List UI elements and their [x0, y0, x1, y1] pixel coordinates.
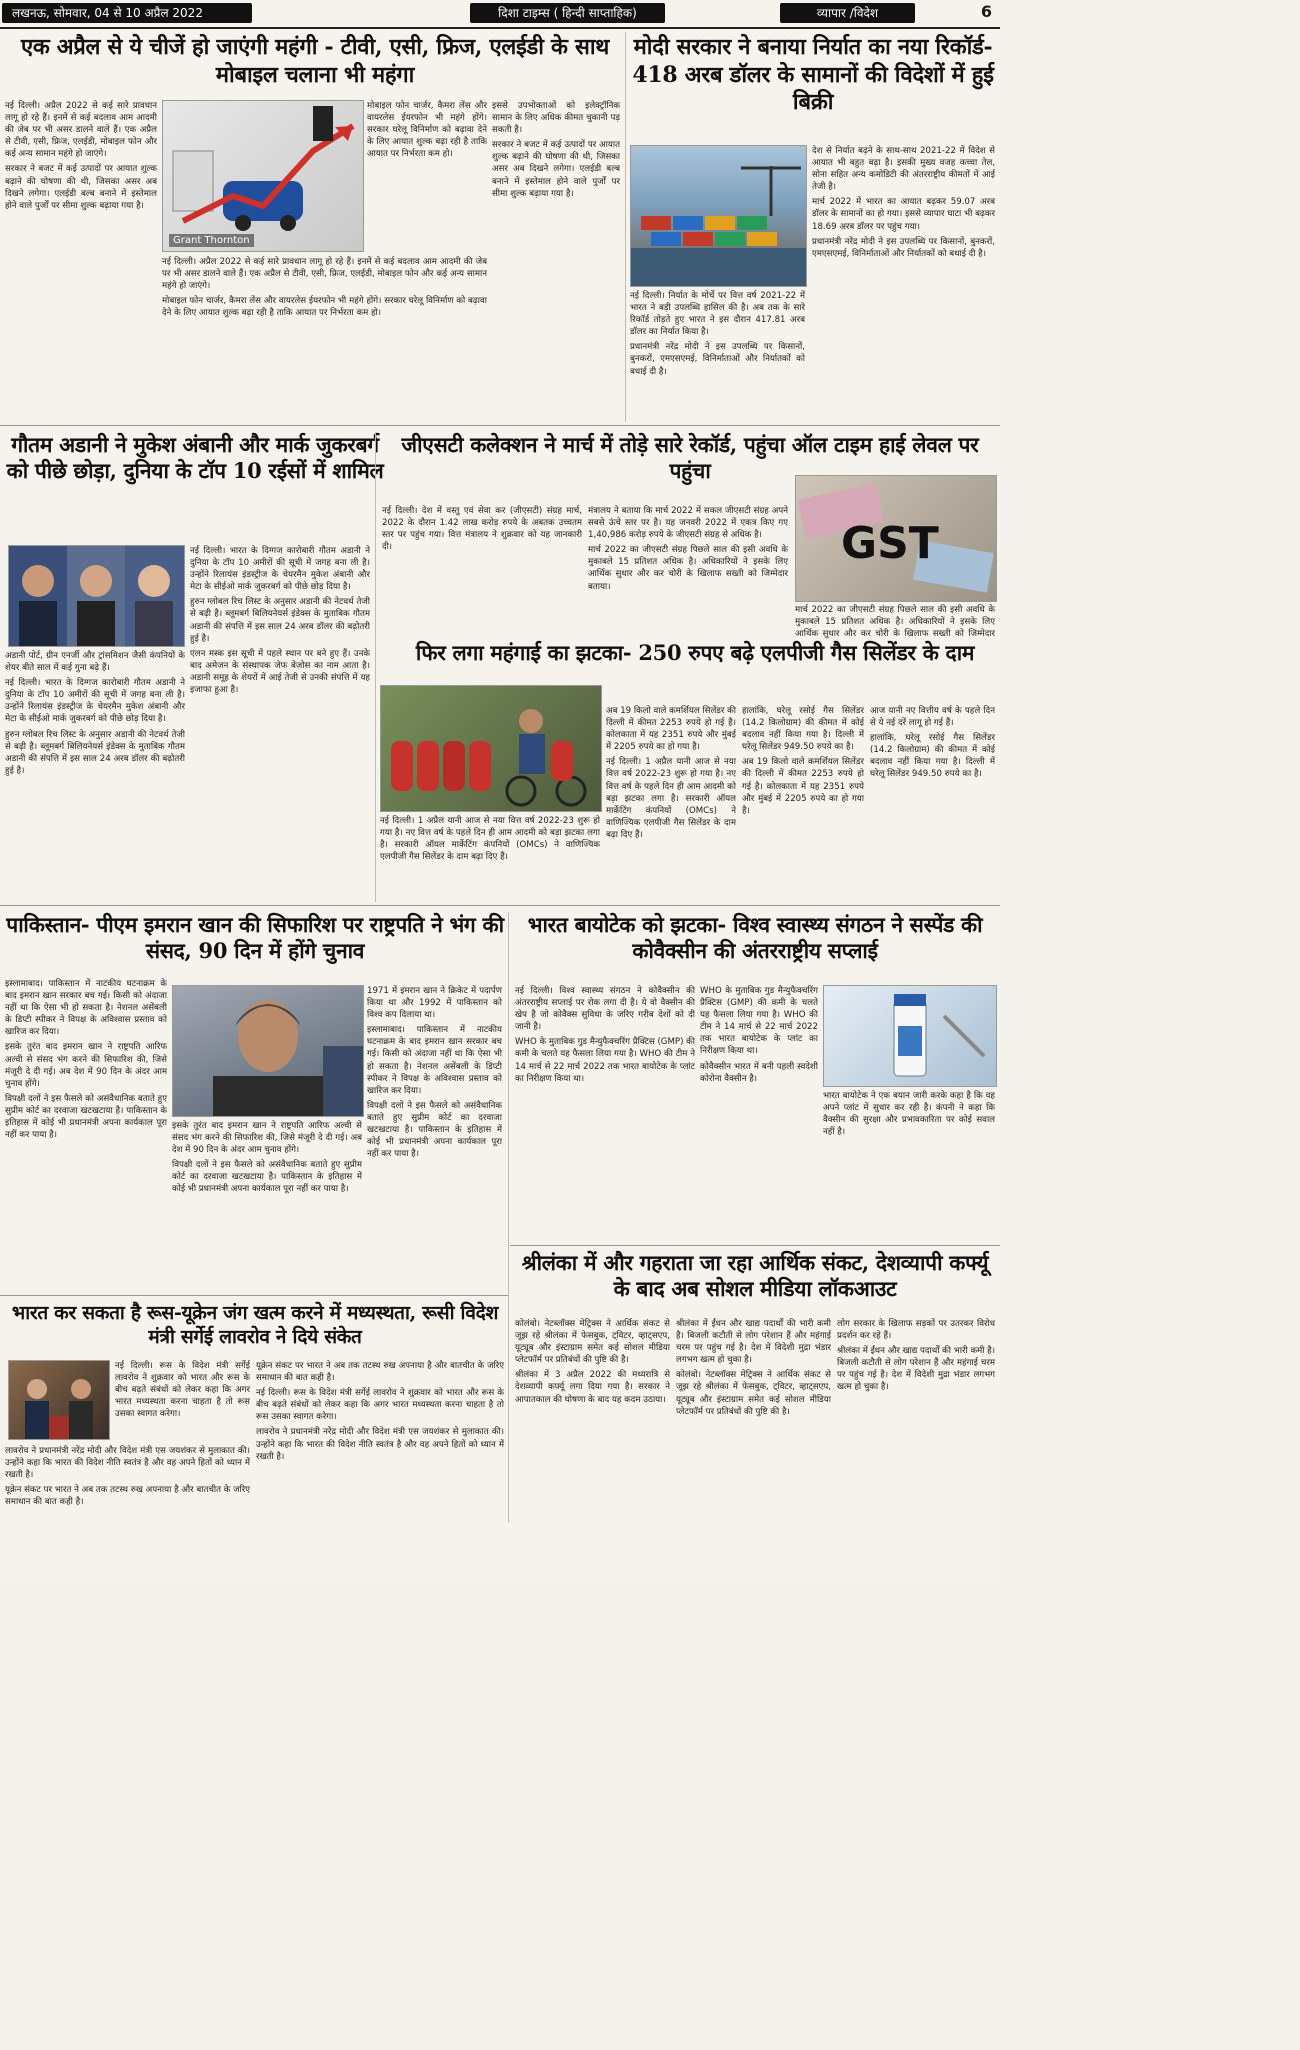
- paragraph: मोबाइल फोन चार्जर, कैमरा लेंस और वायरलेस ईयरफोन भी महंगे होंगे। सरकार घरेलू विनिर्माण को बढ़ावा देने के लिए आयात शुल्क बढ़ा रही है ताकि आयात पर निर्भरता कम हो।: [367, 101, 487, 160]
- paragraph: प्रधानमंत्री नरेंद्र मोदी ने इस उपलब्धि पर किसानों, बुनकरों, एमएसएमई, विनिर्माताओं और निर्यातकों को बधाई दी है।: [812, 236, 995, 259]
- paragraph: WHO के मुताबिक गुड मैन्युफैक्चरिंग प्रैक्टिस (GMP) की कमी के चलते यह फैसला लिया गया है। WHO की टीम ने 14 मार्च से 22 मार्च 2022 तक भारत बायोटेक के प्लांट का निरीक्षण किया था।: [700, 986, 818, 1057]
- article-image: [795, 475, 997, 602]
- masthead-strip: [0, 0, 1000, 28]
- article-body: [492, 100, 620, 415]
- article-image: [8, 545, 185, 647]
- paragraph: आज यानी नए वित्तीय वर्ष के पहले दिन से ये नई दरें लागू हो गई हैं।: [870, 706, 995, 729]
- article-image: [162, 100, 364, 252]
- article-body: [256, 1360, 504, 1573]
- page-number: 6: [980, 2, 992, 21]
- paragraph: नई दिल्ली। निर्यात के मोर्चे पर वित्त वर्ष 2021-22 में भारत ने बड़ी उपलब्धि हासिल की है। अब तक के सारे रिकॉर्ड तोड़ते हुए भारत ने इस दौरान 417.81 अरब डॉलर का निर्यात किया है।: [630, 291, 805, 338]
- article-body: [870, 705, 995, 900]
- paragraph: लावरोव ने प्रधानमंत्री नरेंद्र मोदी और विदेश मंत्री एस जयशंकर से मुलाकात की। उन्होंने कहा कि भारत की विदेश नीति स्वतंत्र है और वह अपने हितों को ध्यान में रखती है।: [5, 1446, 250, 1481]
- article-body: [676, 1318, 831, 1573]
- column-divider: [625, 32, 626, 422]
- article-body: [162, 256, 487, 416]
- article-image: [630, 145, 807, 287]
- paragraph: हुरुन ग्लोबल रिच लिस्ट के अनुसार अडानी की नेटवर्थ तेजी से बढ़ी है। ब्लूमबर्ग बिलियनेयर्स इंडेक्स के मुताबिक गौतम अडानी की संपत्ति में इस साल 24 अरब डॉलर की बढ़ोतरी हुई है।: [5, 729, 185, 776]
- diplomats-meeting-icon: [9, 1361, 109, 1439]
- paper-name: दिशा टाइम्स ( हिन्दी साप्ताहिक): [470, 3, 665, 23]
- paragraph: इसके तुरंत बाद इमरान खान ने राष्ट्रपति आरिफ अल्वी से संसद भंग करने की सिफारिश की, जिसे मंजूरी दे दी गई। अब देश में 90 दिन के अंदर आम चुनाव होंगे।: [172, 1121, 362, 1156]
- paragraph: इससे उपभोक्ताओं को इलेक्ट्रॉनिक सामान के लिए अधिक कीमत चुकानी पड़ सकती है।: [492, 101, 620, 136]
- article-body: [515, 985, 695, 1240]
- paragraph: लावरोव ने प्रधानमंत्री नरेंद्र मोदी और विदेश मंत्री एस जयशंकर से मुलाकात की। उन्होंने कहा कि भारत की विदेश नीति स्वतंत्र है और वह अपने हितों को ध्यान में रखती है।: [256, 1427, 504, 1462]
- paragraph: भारत बायोटेक ने एक बयान जारी करके कहा है कि वह अपने प्लांट में सुधार कर रही है। कंपनी ने कहा कि वैक्सीन की सुरक्षा और प्रभावकारिता पर कोई सवाल नहीं है।: [823, 1091, 995, 1138]
- shipping-containers-icon: [631, 146, 806, 286]
- paragraph: सरकार ने बजट में कई उत्पादों पर आयात शुल्क बढ़ाने की घोषणा की थी, जिसका असर अब दिखने लगेगा। एलईडी बल्ब बनाने में इस्तेमाल होने वाले पुर्जों पर सीमा शुल्क बढ़ाया गया है।: [492, 140, 620, 199]
- article-headline: भारत बायोटेक को झटका- विश्व स्वास्थ्य संगठन ने सस्पेंड की कोवैक्सीन की अंतरराष्ट्रीय सप्लाई: [527, 912, 983, 964]
- paragraph: विपक्षी दलों ने इस फैसले को असंवैधानिक बताते हुए सुप्रीम कोर्ट का दरवाजा खटखटाया है। पाकिस्तान के इतिहास में कोई भी प्रधानमंत्री अपना कार्यकाल पूरा नहीं कर पाया है।: [5, 1093, 167, 1141]
- article-image: [380, 685, 602, 812]
- paragraph: अब 19 किलो वाले कमर्शियल सिलेंडर की दिल्ली में कीमत 2253 रुपये हो गई है। कोलकाता में यह 2351 रुपये और मुंबई में 2205 रुपये का हो गया है।: [742, 757, 864, 816]
- paragraph: मंत्रालय ने बताया कि मार्च 2022 में सकल जीएसटी संग्रह अपने सबसे ऊंचे स्तर पर है। यह जनवरी 2022 में एकत्र किए गए 1,40,986 करोड़ रुपये के जीएसटी संग्रह से अधिक है।: [588, 506, 788, 541]
- paragraph: नई दिल्ली। 1 अप्रैल यानी आज से नया वित्त वर्ष 2022-23 शुरू हो गया है। नए वित्त वर्ष के पहले दिन ही आम आदमी को बड़ा झटका लगा है। सरकारी ऑयल मार्केटिंग कंपनियों (OMCs) ने वाणिज्यिक एलपीजी गैस सिलेंडर के दाम बढ़ा दिए हैं।: [380, 816, 600, 863]
- paragraph: नई दिल्ली। देश में वस्तु एवं सेवा कर (जीएसटी) संग्रह मार्च, 2022 के दौरान 1.42 लाख करोड़ रुपये के अबतक उच्चतम स्तर पर पहुंच गया। वित्त मंत्रालय ने शुक्रवार को यह जानकारी दी।: [382, 506, 582, 553]
- article-image: [823, 985, 997, 1087]
- article-headline: मोदी सरकार ने बनाया निर्यात का नया रिकॉर्ड- 418 अरब डॉलर के सामानों की विदेशों में हुई बिक्री: [632, 34, 994, 115]
- image-caption: Grant Thornton: [169, 234, 254, 247]
- paragraph: विपक्षी दलों ने इस फैसले को असंवैधानिक बताते हुए सुप्रीम कोर्ट का दरवाजा खटखटाया है। पाकिस्तान के इतिहास में कोई भी प्रधानमंत्री अपना कार्यकाल पूरा नहीं कर पाया है।: [172, 1160, 362, 1195]
- column-divider: [375, 432, 376, 902]
- gst-label: GST: [841, 518, 939, 569]
- paragraph: यूक्रेन संकट पर भारत ने अब तक तटस्थ रुख अपनाया है और बातचीत के जरिए समाधान की बात कही है।: [256, 1361, 504, 1384]
- article-headline: एक अप्रैल से ये चीजें हो जाएंगी महंगी - टीवी, एसी, फ्रिज, एलईडी के साथ मोबाइल चलाना भी महंगा: [20, 34, 610, 88]
- paragraph: विपक्षी दलों ने इस फैसले को असंवैधानिक बताते हुए सुप्रीम कोर्ट का दरवाजा खटखटाया है। पाकिस्तान के इतिहास में कोई भी प्रधानमंत्री अपना कार्यकाल पूरा नहीं कर पाया है।: [367, 1100, 502, 1160]
- paragraph: नई दिल्ली। भारत के दिग्गज कारोबारी गौतम अडानी ने दुनिया के टॉप 10 अमीरों की सूची में जगह बना ली है। उन्होंने रिलायंस इंडस्ट्रीज के चेयरमैन मुकेश अंबानी और मेटा के सीईओ मार्क जुकरबर्ग को पीछे छोड़ दिया है।: [5, 678, 185, 725]
- paragraph: मोबाइल फोन चार्जर, कैमरा लेंस और वायरलेस ईयरफोन भी महंगे होंगे। सरकार घरेलू विनिर्माण को बढ़ावा देने के लिए आयात शुल्क बढ़ा रही है ताकि आयात पर निर्भरता कम हो।: [162, 296, 487, 319]
- section-name: व्यापार /विदेश: [780, 3, 915, 23]
- article-body: [382, 505, 582, 635]
- currency-notes-icon: [796, 476, 996, 601]
- section-divider: [0, 905, 1000, 906]
- article-body: [367, 985, 502, 1290]
- paragraph: इस्लामाबाद। पाकिस्तान में नाटकीय घटनाक्रम के बाद इमरान खान सरकार बच गई। किसी को अंदाजा नहीं था कि ऐसा भी हो सकता है। नेशनल असेंबली के डिप्टी स्पीकर ने विपक्ष के अविश्वास प्रस्ताव को खारिज कर दिया।: [5, 979, 167, 1038]
- article-body: [606, 705, 736, 900]
- paragraph: नई दिल्ली। अप्रैल 2022 से कई सारे प्रावधान लागू हो रहे हैं। इनमें से कई बदलाव आम आदमी की जेब पर भी असर डालने वाले हैं। एक अप्रैल से टीवी, एसी, फ्रिज, एलईडी, मोबाइल फोन और कई अन्य सामान महंगे हो जाएंगे।: [5, 101, 157, 160]
- section-divider: [510, 1245, 1000, 1246]
- paragraph: नई दिल्ली। भारत के दिग्गज कारोबारी गौतम अडानी ने दुनिया के टॉप 10 अमीरों की सूची में जगह बना ली है। उन्होंने रिलायंस इंडस्ट्रीज के चेयरमैन मुकेश अंबानी और मेटा के सीईओ मार्क जुकरबर्ग को पीछे छोड़ दिया है।: [190, 546, 370, 593]
- paragraph: कोवैक्सीन भारत में बनी पहली स्वदेशी कोरोना वैक्सीन है।: [700, 1061, 818, 1084]
- paragraph: नई दिल्ली। विश्व स्वास्थ्य संगठन ने कोवैक्सीन की अंतरराष्ट्रीय सप्लाई पर रोक लगा दी है। ये वो वैक्सीन की खेप है जो कोवैक्स सुविधा के जरिए गरीब देशों को दी जानी है।: [515, 986, 695, 1033]
- paragraph: हालांकि, घरेलू रसोई गैस सिलेंडर (14.2 किलोग्राम) की कीमत में कोई बदलाव नहीं किया गया है। दिल्ली में घरेलू सिलेंडर 949.50 रुपये का है।: [870, 733, 995, 780]
- article-image: [172, 985, 364, 1117]
- paragraph: अडानी पोर्ट, ग्रीन एनर्जी और ट्रांसमिशन जैसी कंपनियों के शेयर बीते साल में कई गुना बढ़े हैं।: [5, 651, 185, 674]
- article-body: [5, 978, 167, 1290]
- article-image: [8, 1360, 110, 1440]
- paragraph: नई दिल्ली। अप्रैल 2022 से कई सारे प्रावधान लागू हो रहे हैं। इनमें से कई बदलाव आम आदमी की जेब पर भी असर डालने वाले हैं। एक अप्रैल से टीवी, एसी, फ्रिज, एलईडी, मोबाइल फोन और कई अन्य सामान महंगे हो जाएंगे।: [162, 257, 487, 292]
- article-body: [380, 815, 600, 900]
- article-headline: भारत कर सकता है रूस-यूक्रेन जंग खत्म करने में मध्यस्थता, रूसी विदेश मंत्री सर्गेई लावरोव ने दिये संकेत: [11, 1302, 499, 1348]
- paragraph: WHO के मुताबिक गुड मैन्युफैक्चरिंग प्रैक्टिस (GMP) की कमी के चलते यह फैसला लिया गया है। WHO की टीम ने 14 मार्च से 22 मार्च 2022 तक भारत बायोटेक के प्लांट का निरीक्षण किया था।: [515, 1037, 695, 1084]
- paragraph: इसके तुरंत बाद इमरान खान ने राष्ट्रपति आरिफ अल्वी से संसद भंग करने की सिफारिश की, जिसे मंजूरी दे दी गई। अब देश में 90 दिन के अंदर आम चुनाव होंगे।: [5, 1042, 167, 1089]
- paragraph: नई दिल्ली। रूस के विदेश मंत्री सर्गेई लावरोव ने शुक्रवार को भारत और रूस के बीच बढ़ते संबंधों को लेकर कहा कि अगर भारत मध्यस्थता करना चाहता है तो रूस उसका स्वागत करेगा।: [115, 1361, 250, 1420]
- paragraph: मार्च 2022 में भारत का आयात बढ़कर 59.07 अरब डॉलर के सामानों का हो गया। इससे व्यापार घाटा भी बढ़कर 18.69 अरब डॉलर पर पहुंच गया।: [812, 197, 995, 232]
- paragraph: श्रीलंका में ईंधन और खाद्य पदार्थों की भारी कमी है। बिजली कटौती से लोग परेशान हैं और महंगाई चरम पर पहुंच गई है। देश में विदेशी मुद्रा भंडार लगभग खत्म हो चुका है।: [837, 1346, 995, 1393]
- article-body: [367, 100, 487, 250]
- article-headline: जीएसटी कलेक्शन ने मार्च में तोड़े सारे रेकॉर्ड, पहुंचा ऑल टाइम हाई लेवल पर पहुंचा: [401, 432, 979, 484]
- paragraph: देश से निर्यात बढ़ने के साथ-साथ 2021-22 में विदेश से आयात भी बहुत बढ़ा है। इसकी मुख्य वजह कच्चा तेल, सोना सहित अन्य कमोडिटी की अंतरराष्ट्रीय कीमतों में आई तेजी है।: [812, 146, 995, 193]
- paragraph: लोग सरकार के खिलाफ सड़कों पर उतरकर विरोध प्रदर्शन कर रहे हैं।: [837, 1319, 995, 1342]
- paragraph: श्रीलंका में ईंधन और खाद्य पदार्थों की भारी कमी है। बिजली कटौती से लोग परेशान हैं और महंगाई चरम पर पहुंच गई है। देश में विदेशी मुद्रा भंडार लगभग खत्म हो चुका है।: [676, 1319, 831, 1366]
- paragraph: नई दिल्ली। 1 अप्रैल यानी आज से नया वित्त वर्ष 2022-23 शुरू हो गया है। नए वित्त वर्ष के पहले दिन ही आम आदमी को बड़ा झटका लगा है। सरकारी ऑयल मार्केटिंग कंपनियों (OMCs) ने वाणिज्यिक एलपीजी गैस सिलेंडर के दाम बढ़ा दिए हैं।: [606, 757, 736, 840]
- paragraph: मार्च 2022 का जीएसटी संग्रह पिछले साल की इसी अवधि के मुकाबले 15 प्रतिशत अधिक है। अधिकारियों ने इसके लिए आर्थिक सुधार और कर चोरी के खिलाफ सख्ती को जिम्मेदार: [795, 605, 995, 639]
- paragraph: श्रीलंका में 3 अप्रैल 2022 की मध्यरात्रि से देशव्यापी कर्फ्यू लगा दिया गया है। सरकार ने आपातकाल की घोषणा के बाद यह कदम उठाया।: [515, 1370, 670, 1405]
- article-body: [172, 1120, 362, 1290]
- paragraph: इस्लामाबाद। पाकिस्तान में नाटकीय घटनाक्रम के बाद इमरान खान सरकार बच गई। किसी को अंदाजा नहीं था कि ऐसा भी हो सकता है। नेशनल असेंबली के डिप्टी स्पीकर ने विपक्ष के अविश्वास प्रस्ताव को खारिज कर दिया।: [367, 1025, 502, 1096]
- article-body: [5, 1445, 250, 1573]
- rising-prices-icon: [163, 101, 363, 251]
- paragraph: कोलंबो। नेटब्लॉक्स मेट्रिक्स ने आर्थिक संकट से जूझ रहे श्रीलंका में फेसबुक, ट्विटर, व्हाट्सएप, यूट्यूब और इंस्टाग्राम समेत कई सोशल मीडिया प्लेटफॉर्म पर प्रतिबंधों की पुष्टि की है।: [676, 1370, 831, 1417]
- paragraph: कोलंबो। नेटब्लॉक्स मेट्रिक्स ने आर्थिक संकट से जूझ रहे श्रीलंका में फेसबुक, ट्विटर, व्हाट्सएप, यूट्यूब और इंस्टाग्राम समेत कई सोशल मीडिया प्लेटफॉर्म पर प्रतिबंधों की पुष्टि की है।: [515, 1319, 670, 1366]
- article-body: [837, 1318, 995, 1573]
- paragraph: हालांकि, घरेलू रसोई गैस सिलेंडर (14.2 किलोग्राम) की कीमत में कोई बदलाव नहीं किया गया है। दिल्ली में घरेलू सिलेंडर 949.50 रुपये का है।: [742, 706, 864, 753]
- article-body: [630, 290, 805, 420]
- gas-cylinders-icon: [381, 686, 601, 811]
- article-headline: पाकिस्तान- पीएम इमरान खान की सिफारिश पर राष्ट्रपति ने भंग की संसद, 90 दिन में होंगे चुनाव: [6, 912, 504, 964]
- paragraph: प्रधानमंत्री नरेंद्र मोदी ने इस उपलब्धि पर किसानों, बुनकरों, एमएसएमई, विनिर्माताओं और निर्यातकों को बधाई दी है।: [630, 342, 805, 377]
- article-body: [700, 985, 818, 1240]
- article-body: [5, 100, 157, 415]
- portrait-icon: [173, 986, 363, 1116]
- dateline: लखनऊ, सोमवार, 04 से 10 अप्रैल 2022: [2, 3, 252, 23]
- paragraph: एलन मस्क इस सूची में पहले स्थान पर बने हुए हैं। उनके बाद अमेजन के संस्थापक जेफ बेजोस का नाम आता है। अडानी समूह के शेयरों में आई तेजी से उनकी संपत्ति में यह इजाफा हुआ है।: [190, 648, 370, 696]
- header-rule: [0, 27, 1000, 29]
- article-body: [190, 545, 370, 900]
- article-body: [795, 604, 995, 639]
- column-divider: [508, 912, 509, 1522]
- paragraph: सरकार ने बजट में कई उत्पादों पर आयात शुल्क बढ़ाने की घोषणा की थी, जिसका असर अब दिखने लगेगा। एलईडी बल्ब बनाने में इस्तेमाल होने वाले पुर्जों पर सीमा शुल्क बढ़ाया गया है।: [5, 164, 157, 211]
- paragraph: हुरुन ग्लोबल रिच लिस्ट के अनुसार अडानी की नेटवर्थ तेजी से बढ़ी है। ब्लूमबर्ग बिलियनेयर्स इंडेक्स के मुताबिक गौतम अडानी की संपत्ति में इस साल 24 अरब डॉलर की बढ़ोतरी हुई है।: [190, 597, 370, 644]
- article-body: [812, 145, 995, 420]
- paragraph: 1971 में इमरान खान ने क्रिकेट में पदार्पण किया था और 1992 में पाकिस्तान को विश्व कप दिलाया था।: [367, 986, 502, 1021]
- article-body: [115, 1360, 250, 1450]
- article-body: [5, 650, 185, 900]
- article-headline: श्रीलंका में और गहराता जा रहा आर्थिक संकट, देशव्यापी कर्फ्यू के बाद अब सोशल मीडिया लॉकआउट: [521, 1250, 989, 1302]
- section-divider: [0, 1295, 508, 1296]
- article-body: [742, 705, 864, 900]
- paragraph: यूक्रेन संकट पर भारत ने अब तक तटस्थ रुख अपनाया है और बातचीत के जरिए समाधान की बात कही है।: [5, 1485, 250, 1508]
- paragraph: मार्च 2022 का जीएसटी संग्रह पिछले साल की इसी अवधि के मुकाबले 15 प्रतिशत अधिक है। अधिकारियों ने इसके लिए आर्थिक सुधार और कर चोरी के खिलाफ सख्ती को जिम्मेदार बताया।: [588, 545, 788, 592]
- article-body: [515, 1318, 670, 1573]
- paragraph: अब 19 किलो वाले कमर्शियल सिलेंडर की दिल्ली में कीमत 2253 रुपये हो गई है। कोलकाता में यह 2351 रुपये और मुंबई में 2205 रुपये का हो गया है।: [606, 706, 736, 753]
- article-body: [823, 1090, 995, 1240]
- article-body: [588, 505, 788, 635]
- paragraph: नई दिल्ली। रूस के विदेश मंत्री सर्गेई लावरोव ने शुक्रवार को भारत और रूस के बीच बढ़ते संबंधों को लेकर कहा कि अगर भारत मध्यस्थता करना चाहता है तो रूस उसका स्वागत करेगा।: [256, 1388, 504, 1423]
- article-headline: गौतम अडानी ने मुकेश अंबानी और मार्क जुकरबर्ग को पीछे छोड़ा, दुनिया के टॉप 10 रईसों में शामिल: [6, 432, 384, 484]
- section-divider: [0, 425, 1000, 426]
- vaccine-vial-icon: [824, 986, 996, 1086]
- portraits-icon: [9, 546, 184, 646]
- article-headline: फिर लगा महंगाई का झटका- 250 रुपए बढ़े एलपीजी गैस सिलेंडर के दाम: [415, 640, 975, 665]
